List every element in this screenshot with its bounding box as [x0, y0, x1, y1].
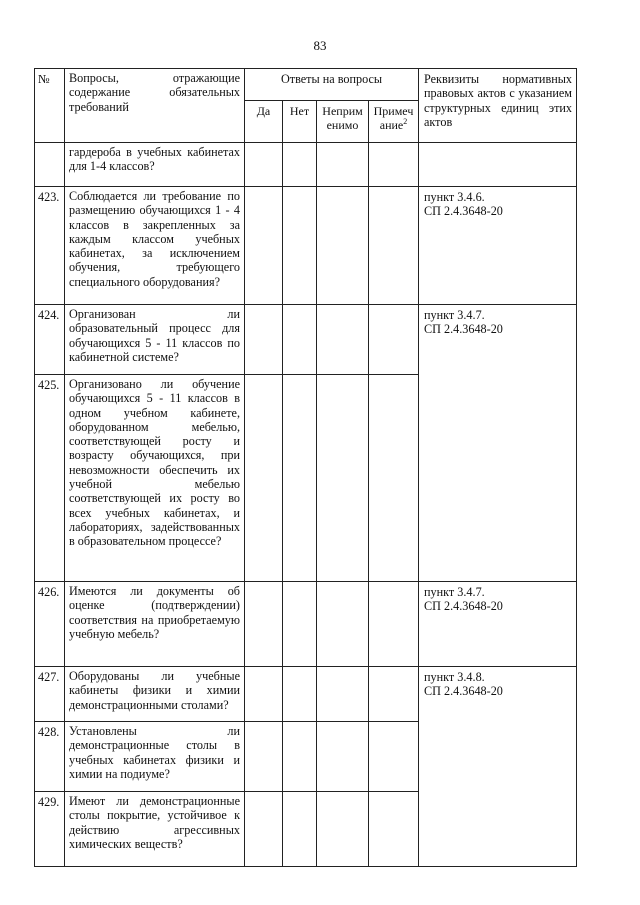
answer-note-cell[interactable] [369, 305, 419, 375]
row-num: 428. [35, 722, 65, 792]
answer-no-cell[interactable] [283, 143, 317, 187]
row-reference: пункт 3.4.6. СП 2.4.3648-20 [419, 187, 577, 305]
answer-yes-cell[interactable] [245, 667, 283, 722]
answer-yes-cell[interactable] [245, 375, 283, 582]
table-row [35, 305, 577, 375]
row-reference: пункт 3.4.7. СП 2.4.3648-20 [419, 582, 577, 667]
table-row [35, 582, 577, 667]
row-question: Организовано ли обучение обучающихся 5 - 11 классов в одном учебном кабинете, оборудованном мебелью, соответствующей росту и возрасту обучающихся, при невозможности обеспечить их учебной мебелью соответствующей их росту во всех учебных кабинетах, и лабораториях, задействованных в образовательном процессе? [65, 375, 245, 582]
answer-yes-cell[interactable] [245, 143, 283, 187]
header-not-applicable: Неприм енимо [317, 101, 369, 143]
table-row [35, 667, 577, 722]
header-questions: Вопросы, отражающие содержание обязательных требований [65, 69, 245, 143]
row-question: Соблюдается ли требование по размещению обучающихся 1 - 4 классов в закрепленных за каждым классом учебных кабинетах, за исключением обучения, требующего специального оборудования? [65, 187, 245, 305]
header-num: № [35, 69, 65, 143]
header-no: Нет [283, 101, 317, 143]
answer-note-cell[interactable] [369, 582, 419, 667]
row-question: гардероба в учебных кабинетах для 1-4 классов? [65, 143, 245, 187]
answer-note-cell[interactable] [369, 375, 419, 582]
row-question: Имеют ли демонстрационные столы покрытие, устойчивое к действию агрессивных химических веществ? [65, 792, 245, 867]
answer-no-cell[interactable] [283, 375, 317, 582]
answer-yes-cell[interactable] [245, 722, 283, 792]
answer-note-cell[interactable] [369, 722, 419, 792]
table-row [35, 143, 577, 187]
answer-na-cell[interactable] [317, 187, 369, 305]
answer-na-cell[interactable] [317, 143, 369, 187]
answer-na-cell[interactable] [317, 792, 369, 867]
answer-yes-cell[interactable] [245, 792, 283, 867]
answer-no-cell[interactable] [283, 792, 317, 867]
header-yes: Да [245, 101, 283, 143]
row-question: Установлены ли демонстрационные столы в учебных кабинетах физики и химии на подиуме? [65, 722, 245, 792]
row-num: 427. [35, 667, 65, 722]
header-note: Примеч ание$^2$ [369, 101, 419, 143]
row-question: Организован ли образовательный процесс для обучающихся 5 - 11 классов по кабинетной системе? [65, 305, 245, 375]
answer-yes-cell[interactable] [245, 582, 283, 667]
header-answers: Ответы на вопросы [245, 69, 419, 101]
answer-na-cell[interactable] [317, 305, 369, 375]
answer-no-cell[interactable] [283, 187, 317, 305]
answer-na-cell[interactable] [317, 667, 369, 722]
answer-yes-cell[interactable] [245, 305, 283, 375]
answer-no-cell[interactable] [283, 667, 317, 722]
table-row [35, 187, 577, 305]
answer-no-cell[interactable] [283, 582, 317, 667]
row-question: Имеются ли документы об оценке (подтверждении) соответствия на приобретаемую учебную мебель? [65, 582, 245, 667]
answer-note-cell[interactable] [369, 667, 419, 722]
answer-note-cell[interactable] [369, 143, 419, 187]
requirements-table [34, 68, 577, 867]
row-num: 426. [35, 582, 65, 667]
row-num: 424. [35, 305, 65, 375]
row-num: 425. [35, 375, 65, 582]
answer-note-cell[interactable] [369, 187, 419, 305]
row-num: 429. [35, 792, 65, 867]
answer-yes-cell[interactable] [245, 187, 283, 305]
answer-na-cell[interactable] [317, 582, 369, 667]
answer-na-cell[interactable] [317, 375, 369, 582]
row-question: Оборудованы ли учебные кабинеты физики и химии демонстрационными столами? [65, 667, 245, 722]
answer-na-cell[interactable] [317, 722, 369, 792]
answer-no-cell[interactable] [283, 305, 317, 375]
header-row-1 [35, 69, 577, 101]
answer-no-cell[interactable] [283, 722, 317, 792]
row-num: 423. [35, 187, 65, 305]
header-requisites: Реквизиты нормативных правовых актов с указанием структурных единиц этих актов [419, 69, 577, 143]
row-reference [419, 143, 577, 187]
answer-note-cell[interactable] [369, 792, 419, 867]
page-number: 83 [313, 38, 327, 53]
row-num [35, 143, 65, 187]
row-reference: пункт 3.4.7. СП 2.4.3648-20 [419, 305, 577, 582]
row-reference: пункт 3.4.8. СП 2.4.3648-20 [419, 667, 577, 867]
